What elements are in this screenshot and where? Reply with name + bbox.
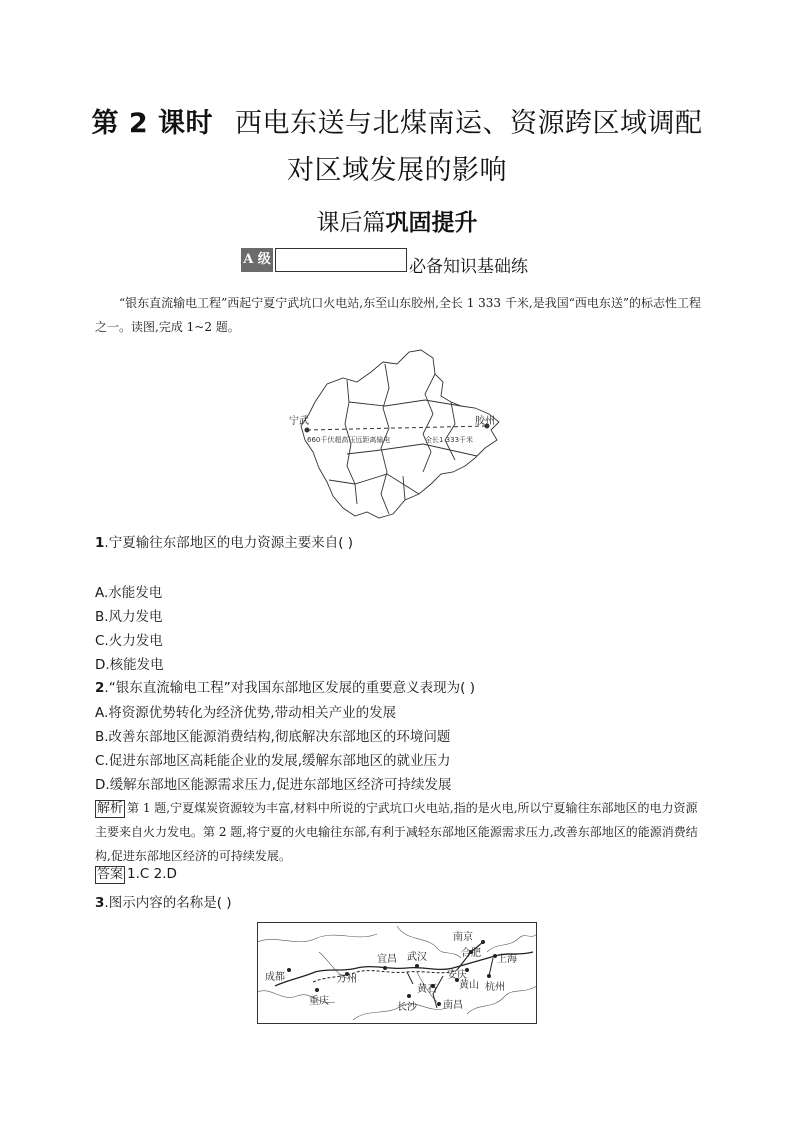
q1-option-b[interactable]: B.风力发电 (95, 609, 163, 625)
map2-wuhan: 武汉 (407, 952, 427, 963)
page-title (0, 107, 794, 141)
question-2-stem: .“银东直流输电工程”对我国东部地区发展的重要意义表现为( ) (104, 680, 476, 696)
section-subtitle (0, 204, 794, 237)
map2-wanzhou: 万州 (337, 974, 357, 985)
map1-label-west: 宁武 (289, 416, 309, 427)
map2-nanchang: 南昌 (443, 1000, 463, 1011)
analysis-block (95, 796, 707, 868)
q2-option-a[interactable]: A.将资源优势转化为经济优势,带动相关产业的发展 (95, 705, 397, 721)
question-1 (95, 531, 353, 555)
map-yangtze-route (257, 922, 537, 1024)
question-1-number: 1 (95, 535, 105, 551)
map1-label-east: 胶州 (475, 416, 495, 427)
map2-chongqing: 重庆 (309, 996, 329, 1007)
question-2-number: 2 (95, 680, 105, 696)
map2-anqing: 安庆 (447, 970, 467, 981)
map1-length-label: 全长1 333千米 (425, 436, 474, 444)
map1-line-label: 660千伏超高压远距离输电 (307, 436, 391, 444)
analysis-tag: 解析 (97, 801, 124, 816)
q2-option-b[interactable]: B.改善东部地区能源消费结构,彻底解决东部地区的环境问题 (95, 729, 451, 745)
lesson-number: 第 2 课时 (91, 108, 214, 139)
answer-block (95, 866, 177, 884)
map2-huangshan: 黄山 (459, 980, 479, 991)
q1-option-a[interactable]: A.水能发电 (95, 585, 163, 601)
q1-option-d[interactable]: D.核能发电 (95, 657, 164, 673)
question-2 (95, 676, 475, 700)
title-line-2: 对区域发展的影响 (287, 155, 507, 186)
map2-yichang: 宜昌 (377, 954, 397, 965)
q2-option-c[interactable]: C.促进东部地区高耗能企业的发展,缓解东部地区的就业压力 (95, 753, 451, 769)
analysis-text: 第 1 题,宁夏煤炭资源较为丰富,材料中所说的宁武坑口火电站,指的是火电,所以宁夏输往东部地区的电力资源主要来自火力发电。第 2 题,将宁夏的火电输往东部,有利于减轻东部地区能源需求压力,改善东部地区的能源消费结构,促进东部地区经济的可持续发展。 (95, 801, 698, 863)
subtitle-plain: 课后篇 (316, 210, 386, 236)
title-line-1: 西电东送与北煤南运、资源跨区域调配 (235, 108, 703, 139)
map2-nanjing: 南京 (453, 932, 473, 943)
level-badge: A 级 (241, 248, 273, 272)
subtitle-bold: 巩固提升 (385, 210, 478, 236)
answer-tag: 答案 (97, 867, 124, 882)
map2-chengdu: 成都 (265, 972, 285, 983)
question-3-number: 3 (95, 895, 105, 911)
map2-changsha: 长沙 (397, 1002, 417, 1013)
map2-shanghai: 上海 (497, 954, 517, 965)
question-1-stem: .宁夏输往东部地区的电力资源主要来自( ) (104, 535, 354, 551)
answer-text: 1.C 2.D (127, 866, 177, 882)
map2-hefei: 合肥 (461, 948, 481, 959)
level-box (275, 248, 407, 272)
map2-hangzhou: 杭州 (485, 982, 505, 993)
q2-option-d[interactable]: D.缓解东部地区能源需求压力,促进东部地区经济可持续发展 (95, 777, 452, 793)
level-title: 必备知识基础练 (409, 257, 528, 277)
intro-paragraph: “银东直流输电工程”西起宁夏宁武坑口火电站,东至山东胶州,全长 1 333 千米,是我国“西电东送”的标志性工程之一。读图,完成 1~2 题。 (95, 296, 701, 334)
map-ningdong-transmission (285, 344, 515, 524)
question-3-stem: .图示内容的名称是( ) (104, 895, 232, 911)
question-3 (95, 891, 232, 915)
q1-option-c[interactable]: C.火力发电 (95, 633, 163, 649)
map2-huangshi: 黄石 (417, 984, 437, 995)
